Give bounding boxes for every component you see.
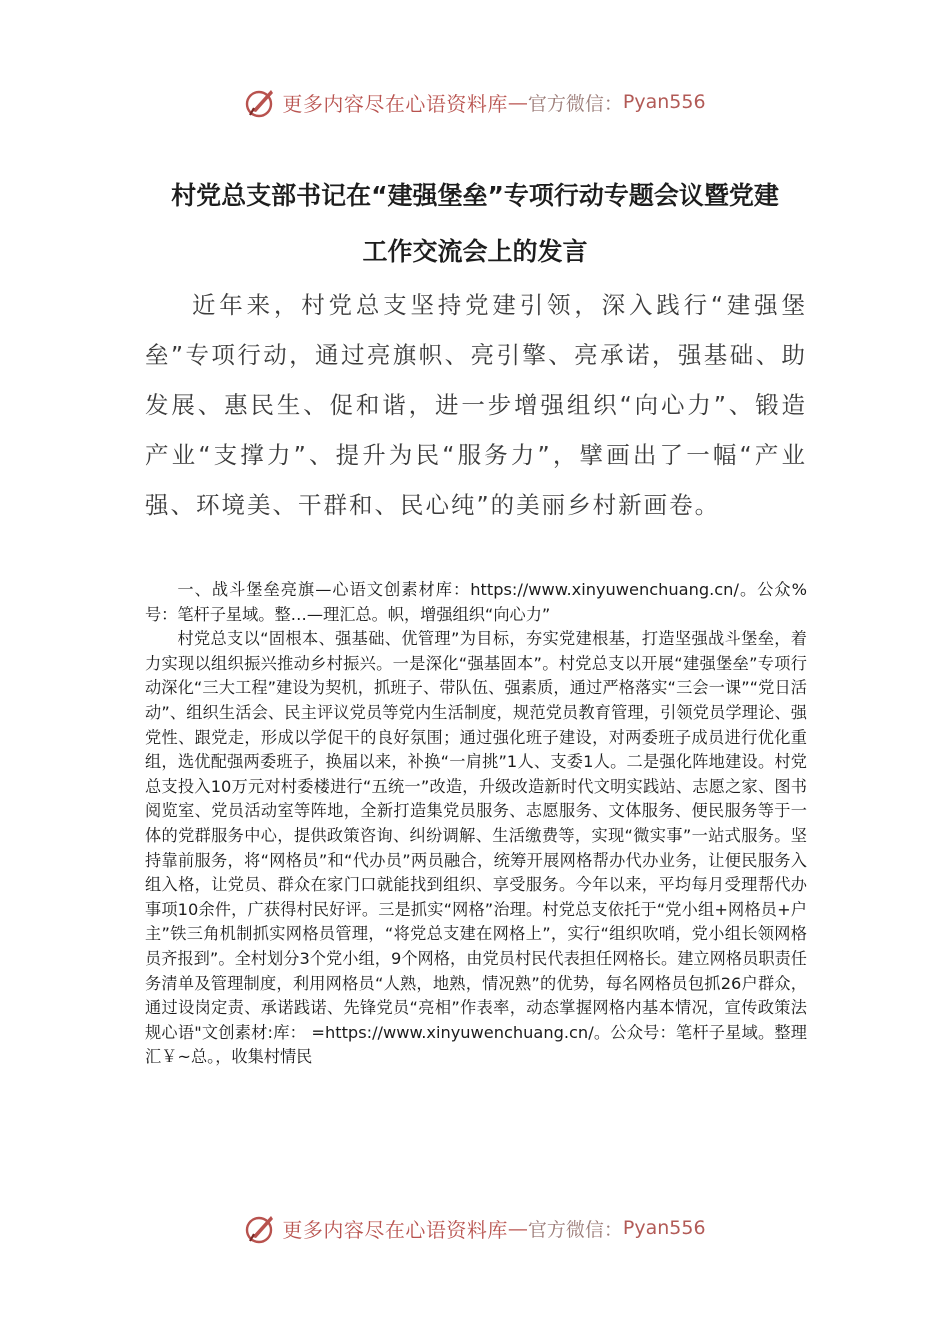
title-line-2: 工作交流会上的发言 (362, 237, 588, 266)
intro-paragraph: 近年来，村党总支坚持党建引领，深入践行“建强堡垒”专项行动，通过亮旗帜、亮引擎、亮承诺，强基础、助发展、惠民生、促和谐，进一步增强组织“向心力”、锻造产业“支撑力”、提升为民“服务力”，擘画出了一幅“产业强、环境美、干群和、民心纯”的美丽乡村新画卷。 (145, 291, 807, 519)
footer-banner-separator: — (507, 1216, 528, 1240)
document-body (145, 578, 807, 1070)
banner-separator: — (507, 90, 528, 114)
footer-banner (0, 1208, 950, 1248)
banner-wechat-id: Pyan556 (622, 91, 706, 113)
section-1-heading: 一、战斗堡垒亮旗—心语文创素材库：https://www.xinyuwenchuang.cn/。公众%号：笔杆子星域。整…—理汇总。帜，增强组织“向心力” (145, 580, 807, 624)
banner-title: 更多内容尽在心语资料库 (282, 91, 508, 116)
banner-wechat-label: 官方微信： (527, 92, 623, 115)
quill-pen-logo-icon (244, 85, 278, 119)
section-1-body: 村党总支以“固根本、强基础、优管理”为目标，夯实党建根基，打造坚强战斗堡垒，着力实现以组织振兴推动乡村振兴。一是深化“强基固本”。村党总支以开展“建强堡垒”专项行动深化“三大工程”建设为契机，抓班子、带队伍、强素质，通过严格落实“三会一课”“党日活动”、组织生活会、民主评议党员等党内生活制度，规范党员教育管理，引领党员学理论、强党性、跟党走，形成以学促干的良好氛围；通过强化班子建设，对两委班子成员进行优化重组，选优配强两委班子，换届以来，补换“一肩挑”1人、支委1人。二是强化阵地建设。村党总支投入10万元对村委楼进行“五统一”改造，升级改造新时代文明实践站、志愿之家、图书阅览室、党员活动室等阵地，全新打造集党员服务、志愿服务、文体服务、便民服务等于一体的党群服务中心，提供政策咨询、纠纷调解、生活缴费等，实现“微实事”一站式服务。坚持靠前服务，将“网格员”和“代办员”两员融合，统筹开展网格帮办代办业务，让便民服务入组入格，让党员、群众在家门口就能找到组织、享受服务。今年以来，平均每月受理帮代办事项10余件，广获得村民好评。三是抓实“网格”治理。村党总支依托于“党小组+网格员+户主”铁三角机制抓实网格员管理，“将党总支建在网格上”，实行“组织吹哨，党小组长领网格员齐报到”。全村划分3个党小组，9个网格，由党员村民代表担任网格长。建立网格员职责任务清单及管理制度，利用网格员“人熟，地熟，情况熟”的优势，每名网格员包抓26户群众，通过设岗定责、承诺践诺、先锋党员“亮相”作表率，动态掌握网格内基本情况，宣传政策法规心语"文创素材:库： =https://www.xinyuwenchuang.cn/。公众号：笔杆子星域。整理汇￥~总。，收集村情民 (145, 629, 807, 1067)
header-banner (0, 82, 950, 122)
document-title (145, 168, 805, 280)
title-line-1: 村党总支部书记在“建强堡垒”专项行动专题会议暨党建 (171, 181, 779, 210)
footer-banner-content (244, 1211, 705, 1245)
footer-banner-wechat-id: Pyan556 (622, 1217, 706, 1239)
footer-banner-title: 更多内容尽在心语资料库 (282, 1217, 508, 1242)
quill-pen-logo-icon (244, 1211, 278, 1245)
footer-banner-wechat-label: 官方微信： (527, 1218, 623, 1241)
banner-content (244, 85, 705, 119)
